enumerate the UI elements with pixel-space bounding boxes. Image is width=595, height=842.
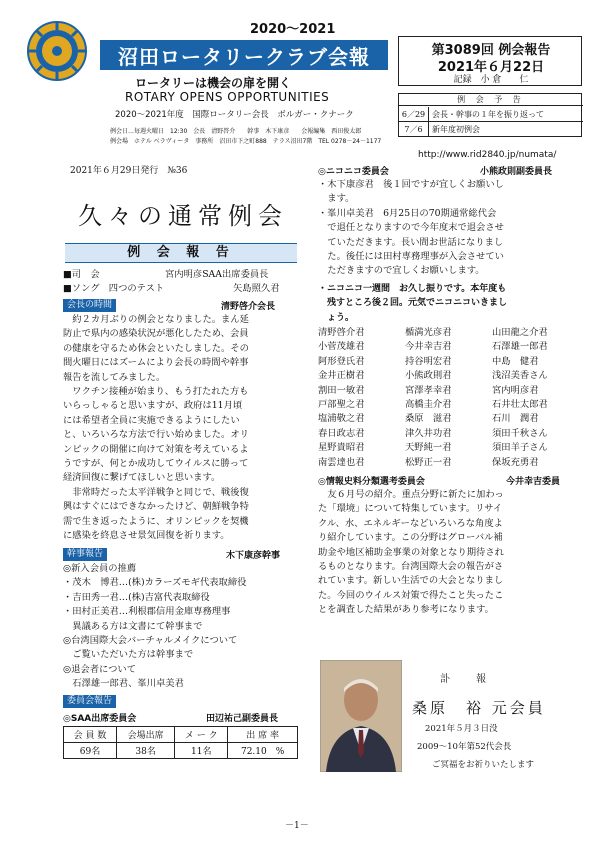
text-line: 間火曜日にはズームにより会長の時間や幹事: [63, 357, 249, 369]
text-line: ただきますので宜しくお願いします。: [318, 265, 485, 277]
text-line: ・田村正美君…利根郡信用金庫専務理事: [63, 606, 231, 618]
text-line: ・峯川卓美君 6月25日の70期通常総代会: [318, 207, 497, 219]
member-name: 阿形登氏君: [318, 355, 365, 367]
schedule-heading: 例 会 予 告: [399, 94, 583, 106]
attendance-table: [63, 726, 298, 759]
nikoniko-name: 小熊政則副委員長: [480, 167, 553, 177]
member-name: 星野貴昭君: [318, 442, 365, 454]
schedule-date: 7／6: [399, 122, 429, 137]
member-name: 松野正一君: [405, 456, 452, 468]
member-name: 宮澤孝幸君: [405, 384, 452, 396]
saa-head: ◎SAA出席委員会: [63, 714, 137, 724]
member-name: 石川 潤君: [492, 413, 539, 425]
text-line: ・ニコニコ一週間 お久し振りです。本年度も: [318, 284, 507, 294]
table-header: 会場出席: [117, 727, 175, 743]
list-item: [318, 355, 580, 369]
text-line: ょう。: [318, 312, 355, 323]
info-head: ◎情報史料分類選考委員会: [318, 477, 425, 487]
president-tag: 会長の時間: [63, 299, 116, 312]
text-line: とを調査した結果があり参考になります。: [318, 604, 494, 616]
list-item: [318, 384, 580, 398]
text-line: 友６月号の紹介。重点分野に新たに加わっ: [318, 489, 504, 500]
table-cell: 69名: [64, 743, 117, 759]
text-line: 防止で県内の感染状況が悪化したため、会員: [63, 328, 249, 340]
member-name: 戸部聖之君: [318, 399, 365, 411]
text-line: 石澤雄一郎君、峯川卓美君: [63, 678, 184, 690]
member-name: 桑原 滋君: [405, 413, 452, 425]
report-box: [398, 36, 582, 86]
text-line: には希望者全員に実施できるようにしたい: [63, 414, 240, 426]
member-name: 山田龍之介君: [492, 327, 548, 338]
text-line: ◎台湾国際大会バーチャルメイクについて: [63, 635, 238, 647]
member-name: 南雲達也君: [318, 456, 365, 468]
table-row: [64, 727, 298, 743]
text-line: いらっしゃると思いますが、政府は11月頃: [63, 400, 243, 412]
text-line: た。後任には田村専務理事が入会させてい: [318, 251, 504, 263]
text-line: ・茂木 博君…(株)カラーズモギ代表取締役: [63, 577, 247, 589]
list-item: [318, 398, 580, 412]
text-line: 非常時だった太平洋戦争と同じで、戦後復: [63, 486, 249, 498]
text-line: 助金や地区補助金事業の対象となり期待され: [318, 546, 504, 558]
slogan-ja: ロータリーは機会の扉を開く: [135, 76, 292, 90]
member-name: 割田一敏君: [318, 384, 365, 396]
page-number: －1－: [285, 821, 309, 831]
text-line: 残すところ後２回。元気でニコニコいきまし: [318, 298, 508, 309]
member-name: 保坂充勇君: [492, 456, 539, 468]
report-title: 第3089回 例会報告: [431, 43, 551, 58]
nikoniko-text: [318, 178, 580, 279]
text-line: うですが、何とか成功してウイルスに勝って: [63, 458, 249, 470]
obituary-date: 2021年５月３日没: [425, 724, 498, 734]
member-name: 浅沼美香さん: [492, 370, 548, 382]
member-name: 金井正樹君: [318, 370, 365, 382]
member-name: 清野啓介君: [318, 327, 365, 338]
member-name: 持谷明宏君: [405, 355, 452, 367]
table-row: [64, 743, 298, 759]
text-line: るものとなります。台湾国際大会の報告がさ: [318, 561, 504, 573]
text-line: ご覧いただいた方は幹事まで: [63, 649, 194, 661]
member-portrait: [320, 660, 402, 772]
list-item: [318, 456, 580, 470]
secretary-name: 木下康彦幹事: [226, 551, 281, 561]
text-line: ・吉田秀一君…(株)吉富代表取締役: [63, 591, 210, 603]
text-line: 報告を流してみました。: [63, 371, 166, 383]
text-line: 興はすぐにはできなかったけど、朝鮮戦争特: [63, 501, 249, 513]
member-name: 塩浦敬之君: [318, 413, 365, 425]
song-name: 矢島照久君: [233, 283, 280, 294]
text-line: に感染を終息させ景気回復を祈ります。: [63, 530, 230, 542]
nikoniko-week: [318, 282, 580, 325]
member-name: 小菅茂雄君: [318, 341, 365, 353]
slogan-en: ROTARY OPENS OPPORTUNITIES: [125, 90, 330, 104]
list-item: [318, 340, 580, 354]
president-text: [63, 313, 299, 544]
president-name: 清野啓介会長: [221, 302, 276, 312]
officers-line-2: 例会場 ホテル ベラヴィータ 事務所 沼田市下之町888 テラス沼田7階 TEL 0278－24－1177: [110, 138, 382, 145]
issue-line: 2021年６月29日発行 №36: [70, 166, 188, 176]
club-name-banner: 沼田ロータリークラブ会報: [100, 40, 388, 70]
schedule-box: [398, 93, 582, 137]
table-header: 会 員 数: [64, 727, 117, 743]
schedule-text: 会長・幹事の１年を振り返って: [432, 109, 544, 119]
secretary-tag: 幹事報告: [63, 548, 107, 561]
main-title: 久々の通常例会: [78, 202, 288, 230]
text-line: ◎新入会員の推薦: [63, 563, 137, 574]
committee-tag: 委員会報告: [63, 695, 116, 708]
obituary-name: 桑原 裕 元会員: [412, 699, 546, 717]
member-name: 宮内明彦君: [492, 384, 539, 396]
text-line: の健康を守るため休会といたしました。その: [63, 342, 249, 354]
website-url[interactable]: http://www.rid2840.jp/numata/: [418, 150, 557, 160]
member-name: 小熊政則君: [405, 370, 452, 382]
table-header: メ ー ク: [175, 727, 228, 743]
table-cell: 72.10 %: [228, 743, 298, 759]
obituary-condolence: ご冥福をお祈りいたします: [432, 760, 535, 770]
text-line: と、いろいろな方法で行い始めました。オリ: [63, 429, 249, 441]
schedule-date: 6／29: [399, 107, 429, 121]
song-label: ■ソング 四つのテスト: [63, 283, 165, 294]
text-line: クル、水、エネルギーなどいろいろな角度よ: [318, 517, 503, 529]
report-date: 2021年６月22日: [437, 60, 545, 75]
emcee-name: 宮内明彦SAA出席委員長: [165, 269, 269, 280]
list-item: [318, 441, 580, 455]
text-line: ます。: [318, 193, 355, 205]
annual-info: 2020～2021年度 国際ロータリー会長 ボルガー・クナーク: [115, 110, 354, 120]
text-line: 約２カ月ぶりの例会となりました。まん延: [63, 314, 249, 325]
saa-name: 田辺祐己副委員長: [206, 714, 279, 724]
member-name: 石井壮太郎君: [492, 399, 548, 411]
text-line: ◎退会者について: [63, 663, 137, 675]
nikoniko-head: ◎ニコニコ委員会: [318, 167, 389, 177]
member-name: 石澤雄一郎君: [492, 341, 548, 353]
member-name: 中島 健君: [492, 355, 539, 367]
obituary-career: 2009～10年第52代会長: [417, 742, 512, 752]
text-line: れています。新しい生活での大会となりまし: [318, 575, 504, 587]
section-banner: 例 会 報 告: [65, 243, 297, 263]
year-range: 2020～2021: [250, 22, 336, 37]
info-text: [318, 488, 580, 618]
member-name: 高橋圭介君: [405, 399, 452, 411]
text-line: 経済回復に繋げてほしいと思います。: [63, 472, 221, 484]
rotary-wheel-icon: [26, 20, 88, 82]
text-line: 異議ある方は文書にて幹事まで: [63, 620, 203, 632]
emcee-label: ■司 会: [63, 269, 100, 280]
names-grid: [318, 326, 580, 470]
text-line: ・木下康彦君 後１回ですが宜しくお願いし: [318, 179, 504, 190]
member-name: 津久井功君: [405, 427, 452, 439]
table-cell: 38名: [117, 743, 175, 759]
officers-line-1: 例会日…毎週火曜日 12:30 会長 清野啓介 幹事 木下康彦 会報編集 西田俊太郎: [110, 128, 362, 135]
text-line: 需で生き返ったように、オリンピックを契機: [63, 515, 249, 527]
member-name: 楯満光彦君: [405, 327, 452, 338]
list-item: [318, 369, 580, 383]
schedule-row: [399, 122, 583, 137]
text-line: ンピックの開催に向けて対策を考えているよ: [63, 443, 249, 455]
info-name: 今井幸吉委員: [506, 477, 561, 487]
member-name: 天野純一君: [405, 442, 452, 454]
text-line: ていただきます。長い間お世話になりまし: [318, 236, 504, 248]
schedule-row: [399, 107, 583, 122]
text-line: た「環境」について特集しています。リサイ: [318, 503, 503, 515]
recorder: 記録 小 倉 仁: [453, 75, 529, 85]
secretary-text: [63, 562, 299, 692]
member-name: 春日政志君: [318, 427, 365, 439]
list-item: [318, 427, 580, 441]
member-name: 今井幸吉君: [405, 341, 452, 353]
member-name: 須田千秋さん: [492, 427, 548, 439]
list-item: [318, 326, 580, 340]
obituary-heading: 訃 報: [440, 674, 494, 685]
schedule-text: 新年度初例会: [432, 125, 480, 134]
text-line: り紹介しています。この分野はグローバル補: [318, 532, 503, 544]
table-header: 出 席 率: [228, 727, 298, 743]
text-line: た。今回のウイルス対策で得たこと失ったこ: [318, 589, 504, 601]
list-item: [318, 412, 580, 426]
member-name: 須田羊子さん: [492, 442, 548, 454]
text-line: で退任となりますので今年度末で退会させ: [318, 222, 504, 234]
table-cell: 11名: [175, 743, 228, 759]
text-line: ワクチン接種が始まり、もう打たれた方も: [63, 386, 249, 398]
